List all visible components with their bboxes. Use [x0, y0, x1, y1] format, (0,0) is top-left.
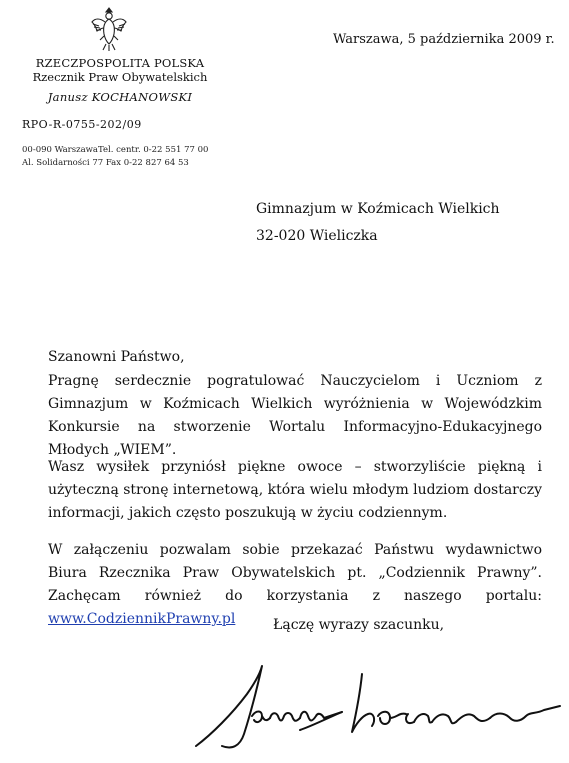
portal-link[interactable]: www.CodziennikPrawny.pl [48, 611, 236, 627]
recipient-line-2: 32-020 Wieliczka [256, 228, 378, 244]
address-line-1: 00-090 WarszawaTel. centr. 0-22 551 77 00 [22, 145, 209, 155]
closing-phrase: Łączę wyrazy szacunku, [273, 617, 445, 633]
paragraph-3-text: W załączeniu pozwalam sobie przekazać Państwu wydawnictwo Biura Rzecznika Praw Obywatelskich pt. „Codziennik Prawny”. Zachęcam również do korzystania z naszego portalu: [48, 542, 542, 604]
address-line-2: Al. Solidarności 77 Fax 0-22 827 64 53 [22, 158, 189, 168]
eagle-emblem-icon [90, 6, 128, 52]
letterhead-name: Janusz KOCHANOWSKI [47, 90, 193, 104]
paragraph-1-text: Pragnę serdecznie pogratulować Nauczycielom i Uczniom z Gimnazjum w Koźmicach Wielkich wyróżnienia w Wojewódzkim Konkursie na stworzenie Wortalu Informacyjno-Edukacyjnego Młodych „WIEM”. [48, 373, 542, 458]
letterhead-organization: RZECZPOSPOLITA POLSKA [35, 56, 205, 70]
reference-number: RPO-R-0755-202/09 [22, 118, 142, 131]
recipient-line-1: Gimnazjum w Koźmicach Wielkich [256, 201, 500, 217]
handwritten-signature [192, 654, 564, 754]
letter-date: Warszawa, 5 października 2009 r. [333, 32, 555, 47]
paragraph-2-text: Wasz wysiłek przyniósł piękne owoce – stworzyliście piękną i użyteczną stronę internetową, która wielu młodym ludziom dostarczy informacji, jakich często poszukują w życiu codziennym. [48, 459, 542, 521]
paragraph-1 [48, 370, 542, 462]
paragraph-2 [48, 456, 542, 525]
salutation: Szanowni Państwo, [48, 349, 185, 365]
letterhead-office: Rzecznik Praw Obywatelskich [32, 70, 208, 84]
